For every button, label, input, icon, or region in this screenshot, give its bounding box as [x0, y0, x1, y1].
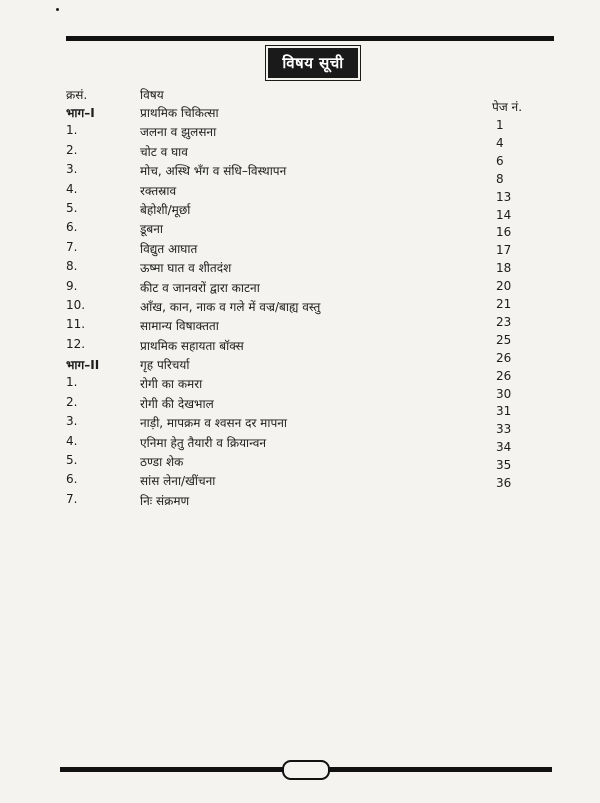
toc-page-number: 14: [496, 207, 512, 222]
toc-page-number: 30: [496, 386, 512, 401]
toc-row: [0, 123, 600, 142]
toc-page-number: 13: [496, 189, 512, 204]
toc-subject: मोच, अस्थि भँग व संधि–विस्थापन: [140, 164, 287, 179]
toc-subject: आँख, कान, नाक व गले में वज्र/बाह्य वस्तु: [140, 299, 321, 314]
toc-subject: गृह परिचर्या: [140, 358, 190, 373]
toc-serial: 2.: [66, 394, 78, 409]
toc-page-number: 16: [496, 225, 512, 240]
toc-serial: 4.: [66, 181, 78, 196]
toc-subject: ठण्डा शेक: [140, 455, 184, 470]
toc-serial: 11.: [66, 317, 86, 332]
toc-serial: 9.: [66, 278, 78, 293]
toc-page-number: 36: [496, 476, 512, 490]
toc-part-row: [0, 104, 600, 123]
toc-subject: सांस लेना/खींचना: [140, 474, 216, 489]
toc-serial: 10.: [66, 297, 86, 312]
toc-page-number: 20: [496, 279, 512, 294]
toc-subject: रोगी की देखभाल: [140, 396, 214, 411]
toc-subject: रोगी का कमरा: [140, 377, 203, 392]
toc-serial: 7.: [66, 491, 78, 506]
toc-page-number: 31: [496, 404, 512, 419]
toc-serial: 1.: [66, 123, 78, 138]
toc-page-number: 26: [496, 368, 512, 383]
toc-serial: 2.: [66, 142, 78, 157]
toc-subject: डूबना: [140, 222, 164, 237]
toc-page-number: 34: [496, 440, 512, 455]
toc-subject: विद्युत आघात: [140, 241, 198, 256]
header-page: पेज नं.: [492, 100, 523, 114]
toc-serial: भाग–I: [66, 106, 95, 120]
toc-page-number: 17: [496, 243, 512, 258]
toc-row: [0, 143, 600, 162]
toc-page-number: 8: [496, 171, 504, 186]
toc-serial: भाग–II: [66, 358, 100, 373]
toc-page-number: 23: [496, 314, 512, 329]
toc-serial: 12.: [66, 336, 86, 351]
header-serial: क्रसं.: [66, 88, 88, 102]
toc-subject: प्राथमिक चिकित्सा: [140, 106, 219, 120]
toc-subject: बेहोशी/मूर्छा: [140, 202, 191, 217]
toc-page-number: 18: [496, 261, 512, 276]
toc-page-number: 21: [496, 297, 512, 311]
toc-serial: 3.: [66, 162, 78, 177]
toc-subject: रक्तस्राव: [140, 183, 177, 198]
toc-row: [0, 162, 600, 181]
toc-page-number: 25: [496, 332, 512, 347]
toc-subject: चोट व घाव: [140, 144, 188, 159]
toc-page-number: 4: [496, 135, 504, 150]
toc-page-number: 6: [496, 153, 504, 168]
toc-serial: 4.: [66, 433, 78, 448]
toc-row: [0, 492, 600, 511]
toc-serial: 8.: [66, 259, 78, 274]
toc-subject: एनिमा हेतु तैयारी व क्रियान्वन: [140, 435, 267, 450]
toc-subject: जलना व झुलसना: [140, 125, 217, 140]
page-number-pill: [282, 760, 330, 780]
speck: [56, 8, 59, 11]
toc-page-number: 26: [496, 350, 512, 365]
toc-subject: प्राथमिक सहायता बॉक्स: [140, 338, 244, 353]
header-subject: विषय: [140, 88, 164, 102]
toc-subject: नाड़ी, मापक्रम व श्वसन दर मापना: [140, 416, 288, 431]
toc-serial: 5.: [66, 200, 78, 215]
toc-serial: 5.: [66, 453, 78, 468]
toc-page-number: 1: [496, 118, 504, 132]
toc-serial: 7.: [66, 239, 78, 254]
toc-subject: सामान्य विषाक्तता: [140, 319, 219, 334]
toc-page-number: 33: [496, 422, 512, 437]
top-rule: [66, 36, 554, 41]
toc-subject: कीट व जानवरों द्वारा काटना: [140, 280, 260, 295]
toc-page-number: 35: [496, 458, 512, 473]
toc-subject: ऊष्मा घात व शीतदंश: [140, 261, 232, 276]
toc-subject: निः संक्रमण: [140, 493, 190, 508]
toc-serial: 6.: [66, 220, 78, 235]
toc-serial: 3.: [66, 414, 78, 429]
toc-serial: 1.: [66, 375, 78, 390]
page-title: विषय सूची: [268, 48, 358, 78]
toc-serial: 6.: [66, 472, 78, 487]
